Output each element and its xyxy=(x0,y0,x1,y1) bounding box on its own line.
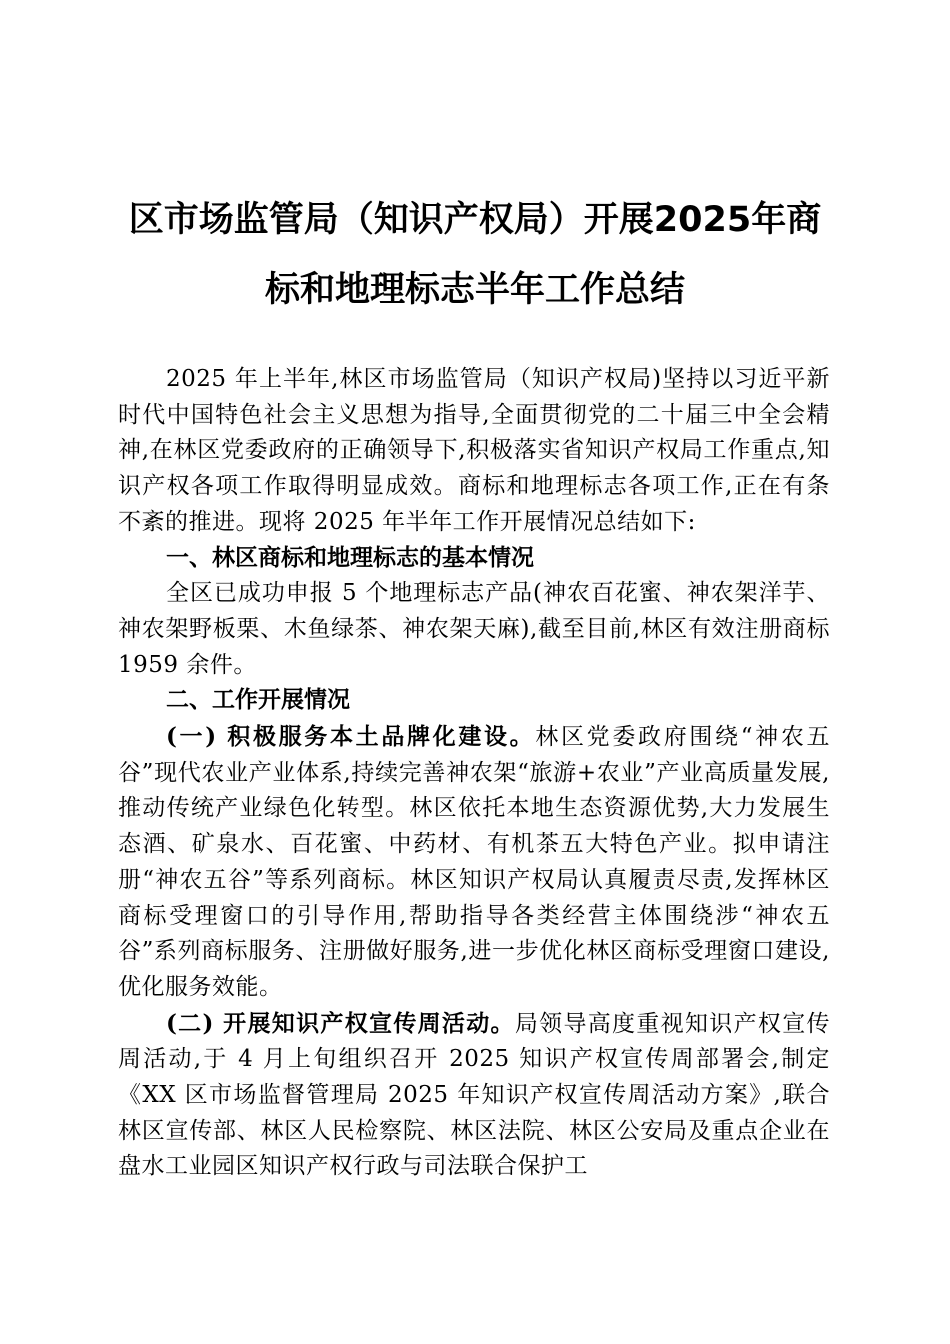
document-body xyxy=(118,362,830,1185)
section-heading-2: 二、工作开展情况 xyxy=(166,687,350,714)
item-1-paragraph xyxy=(118,719,830,1006)
item-2-lead: (二) 开展知识产权宣传周活动。 xyxy=(166,1009,515,1037)
item-1-body: 林区党委政府围绕“神农五谷”现代农业产业体系,持续完善神农架“旅游+农业”产业高质量发展,推动传统产业绿色化转型。林区依托本地生态资源优势,大力发展生态酒、矿泉水、百花蜜、中药材、有机茶五大特色产业。拟申请注册“神农五谷”等系列商标。林区知识产权局认真履责尽责,发挥林区商标受理窗口的引导作用,帮助指导各类经营主体围绕涉“神农五谷”系列商标服务、注册做好服务,进一步优化林区商标受理窗口建设,优化服务效能。 xyxy=(118,724,830,1000)
item-2-paragraph xyxy=(118,1006,830,1186)
section-heading-1: 一、林区商标和地理标志的基本情况 xyxy=(166,544,534,571)
document-title-line-2: 标和地理标志半年工作总结 xyxy=(264,270,685,310)
item-2-body: 局领导高度重视知识产权宣传周活动,于 4 月上旬组织召开 2025 知识产权宣传周部署会,制定《XX 区市场监督管理局 2025 年知识产权宣传周活动方案》,联合林区宣传部、林区人民检察院、林区法院、林区公安局及重点企业在盘水工业园区知识产权行政与司法联合保护工 xyxy=(118,1010,830,1180)
document-title-line-1: 区市场监管局（知识产权局）开展2025年商 xyxy=(128,200,822,240)
basic-situation-paragraph: 全区已成功申报 5 个地理标志产品(神农百花蜜、神农架洋芋、神农架野板栗、木鱼绿茶、神农架天麻),截至目前,林区有效注册商标 1959 余件。 xyxy=(118,580,830,678)
intro-paragraph: 2025 年上半年,林区市场监管局（知识产权局)坚持以习近平新时代中国特色社会主义思想为指导,全面贯彻党的二十届三中全会精神,在林区党委政府的正确领导下,积极落实省知识产权局工作重点,知识产权各项工作取得明显成效。商标和地理标志各项工作,正在有条不紊的推进。现将 2025 年半年工作开展情况总结如下: xyxy=(118,366,830,535)
item-1-lead: (一) 积极服务本土品牌化建设。 xyxy=(166,723,536,751)
